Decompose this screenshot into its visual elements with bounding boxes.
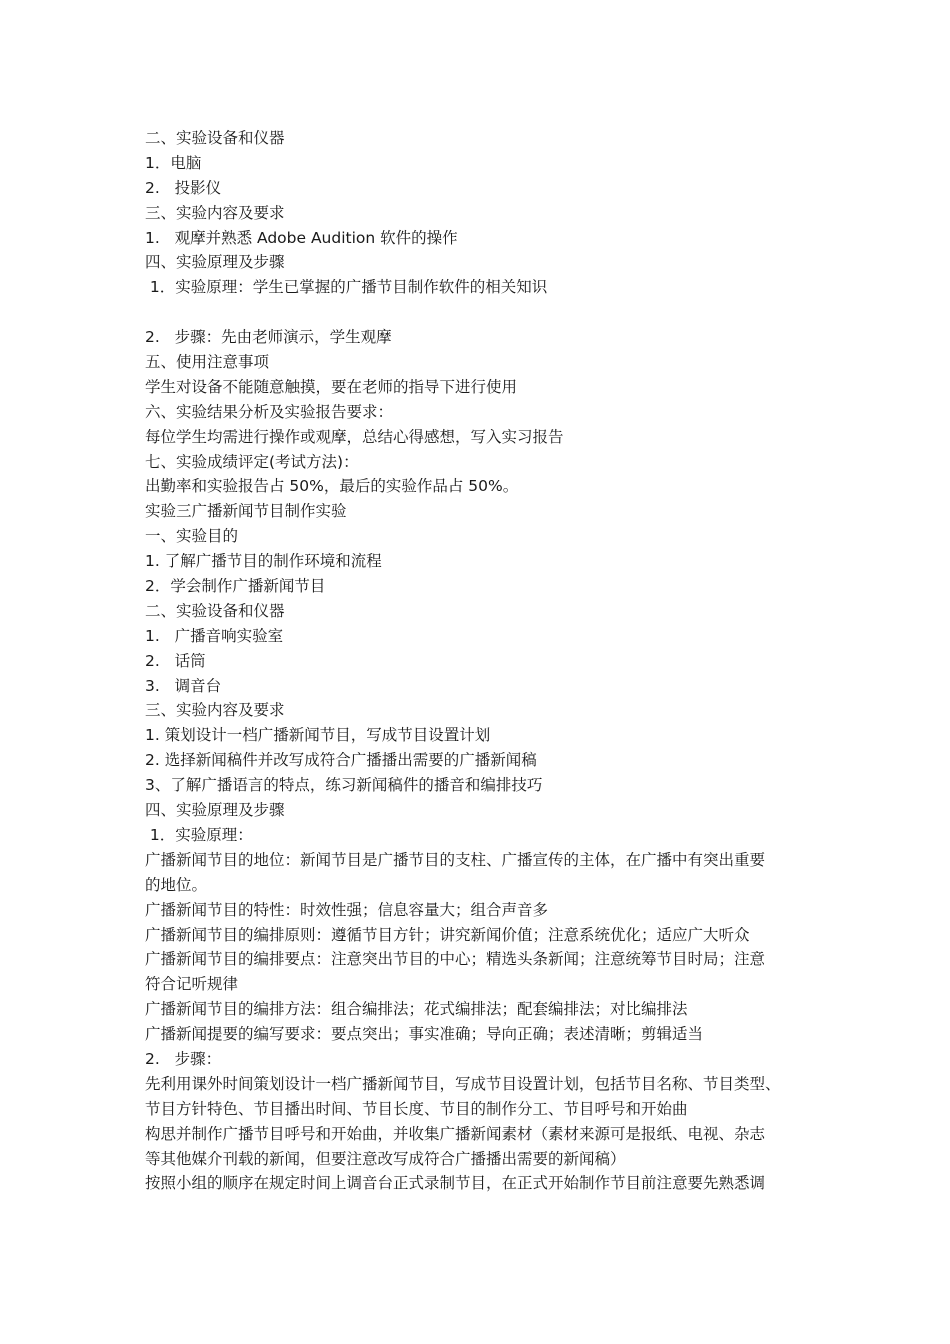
text-line: 1．实验原理：学生已掌握的广播节目制作软件的相关知识 [145,278,548,297]
text-line: 广播新闻节目的特性：时效性强；信息容量大；组合声音多 [145,900,549,919]
text-line: 3、了解广播语言的特点，练习新闻稿件的播音和编排技巧 [145,776,543,795]
text-line: 五、使用注意事项 [145,353,270,372]
text-line: 符合记听规律 [145,975,239,994]
text-line: 2. 步骤： [145,1049,222,1068]
text-line: 二、实验设备和仪器 [145,129,285,147]
text-line: 六、实验结果分析及实验报告要求： [145,402,394,421]
text-line: 3. 调音台 [145,676,222,695]
text-line: 广播新闻节目的编排原则：遵循节目方针；讲究新闻价值；注意系统优化；适应广大听众 [145,925,750,944]
text-line: 三、实验内容及要求 [145,701,285,720]
text-line: 四、实验原理及步骤 [145,801,285,820]
text-line: 等其他媒介刊载的新闻，但要注意改写成符合广播播出需要的新闻稿） [145,1149,626,1168]
text-line: 2. 选择新闻稿件并改写成符合广播播出需要的广播新闻稿 [145,751,537,770]
text-line: 1．实验原理： [145,825,253,844]
text-line: 每位学生均需进行操作或观摩，总结心得感想，写入实习报告 [145,427,564,446]
text-line: 按照小组的顺序在规定时间上调音台正式录制节目，在正式开始制作节目前注意要先熟悉调 [145,1174,766,1193]
text-line: 一、实验目的 [145,527,239,546]
text-line: 广播新闻节目的地位：新闻节目是广播节目的支柱、广播宣传的主体，在广播中有突出重要 [145,850,766,869]
text-line: 1．电脑 [145,153,202,172]
text-line: 四、实验原理及步骤 [145,253,285,272]
text-line: 先利用课外时间策划设计一档广播新闻节目，写成节目设置计划，包括节目名称、节目类型、 [145,1074,781,1093]
text-line: 学生对设备不能随意触摸，要在老师的指导下进行使用 [145,377,518,396]
text-line: 1. 观摩并熟悉 Adobe Audition 软件的操作 [145,228,458,247]
text-line: 1. 策划设计一档广播新闻节目，写成节目设置计划 [145,726,491,745]
text-line: 七、实验成绩评定(考试方法)： [145,452,359,471]
text-line: 1. 广播音响实验室 [145,626,284,645]
text-line: 2. 话筒 [145,651,206,670]
text-line: 广播新闻节目的编排方法：组合编排法；花式编排法；配套编排法；对比编排法 [145,1000,688,1019]
text-line: 2. 投影仪 [145,178,222,197]
text-line: 的地位。 [145,875,208,894]
document-body [145,126,815,1196]
text-line: 二、实验设备和仪器 [145,601,285,620]
blank-line [145,300,815,325]
text-line: 2. 步骤：先由老师演示，学生观摩 [145,328,392,347]
text-line: 节目方针特色、节目播出时间、节目长度、节目的制作分工、节目呼号和开始曲 [145,1099,688,1118]
text-line: 出勤率和实验报告占 50%，最后的实验作品占 50%。 [145,477,519,496]
text-line: 2．学会制作广播新闻节目 [145,577,326,596]
text-line: 广播新闻提要的编写要求：要点突出；事实准确；导向正确；表述清晰；剪辑适当 [145,1025,704,1044]
text-line: 三、实验内容及要求 [145,203,285,222]
text-line: 实验三广播新闻节目制作实验 [145,502,347,521]
text-line: 构思并制作广播节目呼号和开始曲，并收集广播新闻素材（素材来源可是报纸、电视、杂志 [145,1124,766,1143]
text-line: 1. 了解广播节目的制作环境和流程 [145,552,382,571]
text-line: 广播新闻节目的编排要点：注意突出节目的中心；精选头条新闻；注意统筹节目时局；注意 [145,950,766,969]
